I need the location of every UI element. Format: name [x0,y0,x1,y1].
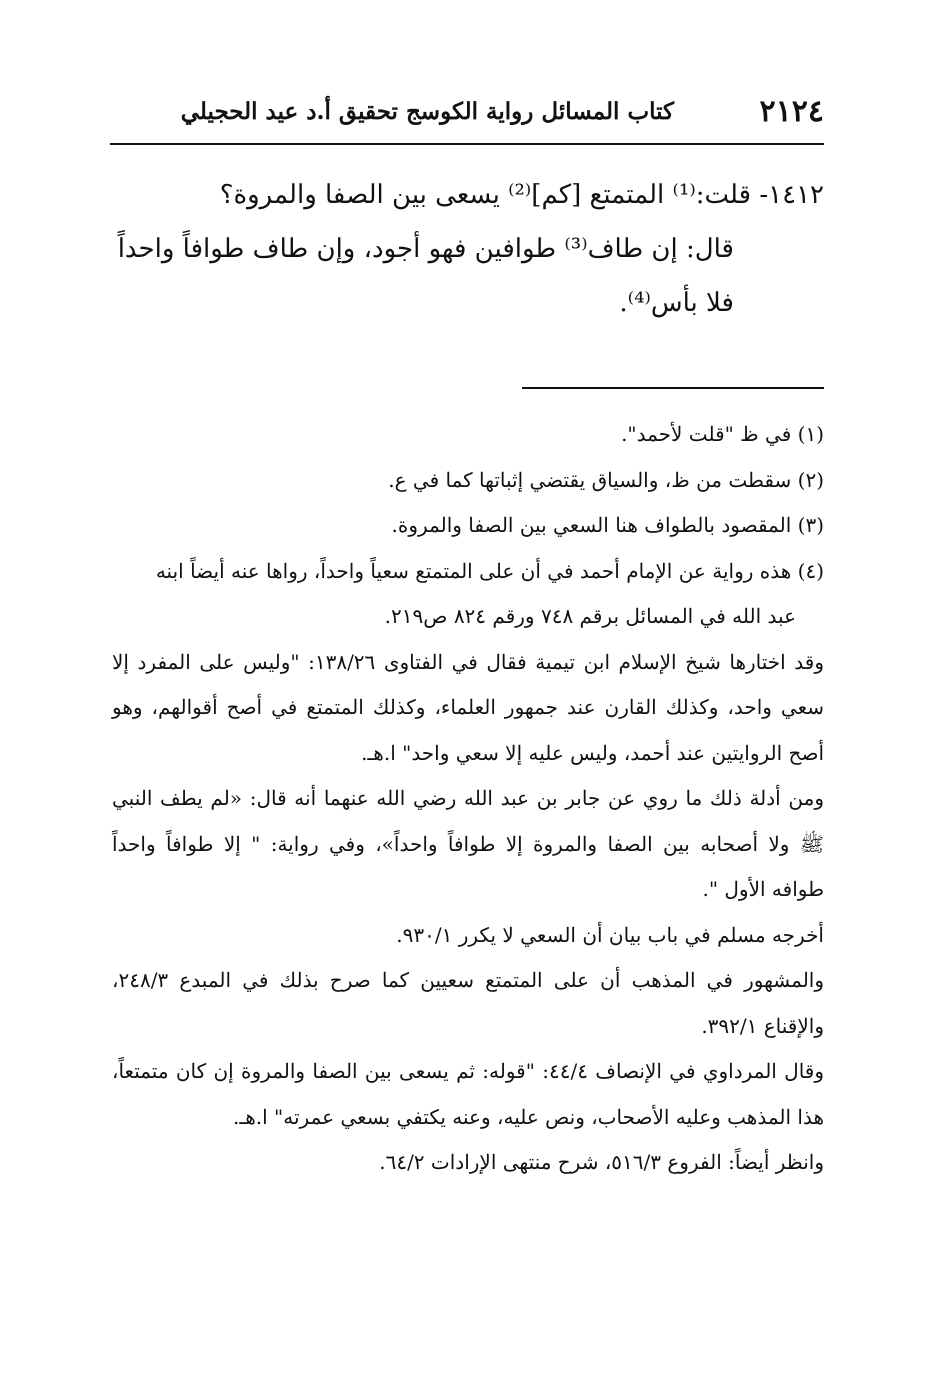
footnote-paragraph-see-also: وانظر أيضاً: الفروع ٥١٦/٣، شرح منتهى الإرادات ٦٤/٢. [379,1150,824,1174]
footnote-1: (١) في ظ "قلت لأحمد". [621,422,824,446]
page-number: ٢١٢٤ [759,94,824,129]
footnote-paragraph-madhhab: والمشهور في المذهب أن على المتمتع سعيين كما صرح بذلك في المبدع ٢٤٨/٣، والإقناع ٣٩٢/١. [112,968,824,1038]
page-header [110,88,824,138]
answer-line-1: قال: إن طاف⁽³⁾ طوافين فهو أجود، وإن طاف طوافاً واحداً [117,234,734,264]
footnote-3: (٣) المقصود بالطواف هنا السعي بين الصفا والمروة. [391,513,824,537]
footnote-paragraph-mardawi: وقال المرداوي في الإنصاف ٤٤/٤: "قوله: ثم يسعى بين الصفا والمروة إن كان متمتعاً، هذا المذهب وعليه الأصحاب، ونص عليه، وعنه يكتفي بسعي عمرته" ا.هـ. [112,1059,825,1129]
footnote-paragraph-ibn-taymiyyah: وقد اختارها شيخ الإسلام ابن تيمية فقال في الفتاوى ١٣٨/٢٦: "وليس على المفرد إلا سعي واحد، وكذلك القارن عند جمهور العلماء، وكذلك المتمتع في أصح أقوالهم، وهو أصح الروايتين عند أحمد، وليس عليه إلا سعي واحد" ا.هـ. [112,649,824,765]
footnote-paragraph-muslim: أخرجه مسلم في باب بيان أن السعي لا يكرر ٩٣٠/١. [396,922,824,947]
footnote-4-line-1: (٤) هذه رواية عن الإمام أحمد في أن على المتمتع سعياً واحداً، رواها عنه أيضاً ابنه [155,558,824,583]
question-paragraph: ١٤١٢- قلت:⁽¹⁾ المتمتع [كم]⁽²⁾ يسعى بين الصفا والمروة؟ [219,180,824,210]
footnote-paragraph-jabir-hadith: ومن أدلة ذلك ما روي عن جابر بن عبد الله رضي الله عنهما أنه قال: «لم يطف النبي ﷺ ولا أصحابه بين الصفا والمروة إلا طوافاً واحداً»، وفي رواية: " إلا طوافاً واحداً طوافه الأول ". [112,786,824,901]
header-rule [110,143,824,145]
footnote-2: (٢) سقطت من ظ، والسياق يقتضي إثباتها كما في ع. [388,467,824,492]
footnotes [112,412,824,1186]
main-text [108,168,824,330]
answer-line-2: فلا بأس⁽⁴⁾. [619,288,734,318]
running-title: كتاب المسائل رواية الكوسج تحقيق أ.د عيد الحجيلي [180,98,674,125]
footnote-separator [522,387,824,389]
footnote-4-line-2: عبد الله في المسائل برقم ٧٤٨ ورقم ٨٢٤ ص٢١٩. [384,604,796,628]
